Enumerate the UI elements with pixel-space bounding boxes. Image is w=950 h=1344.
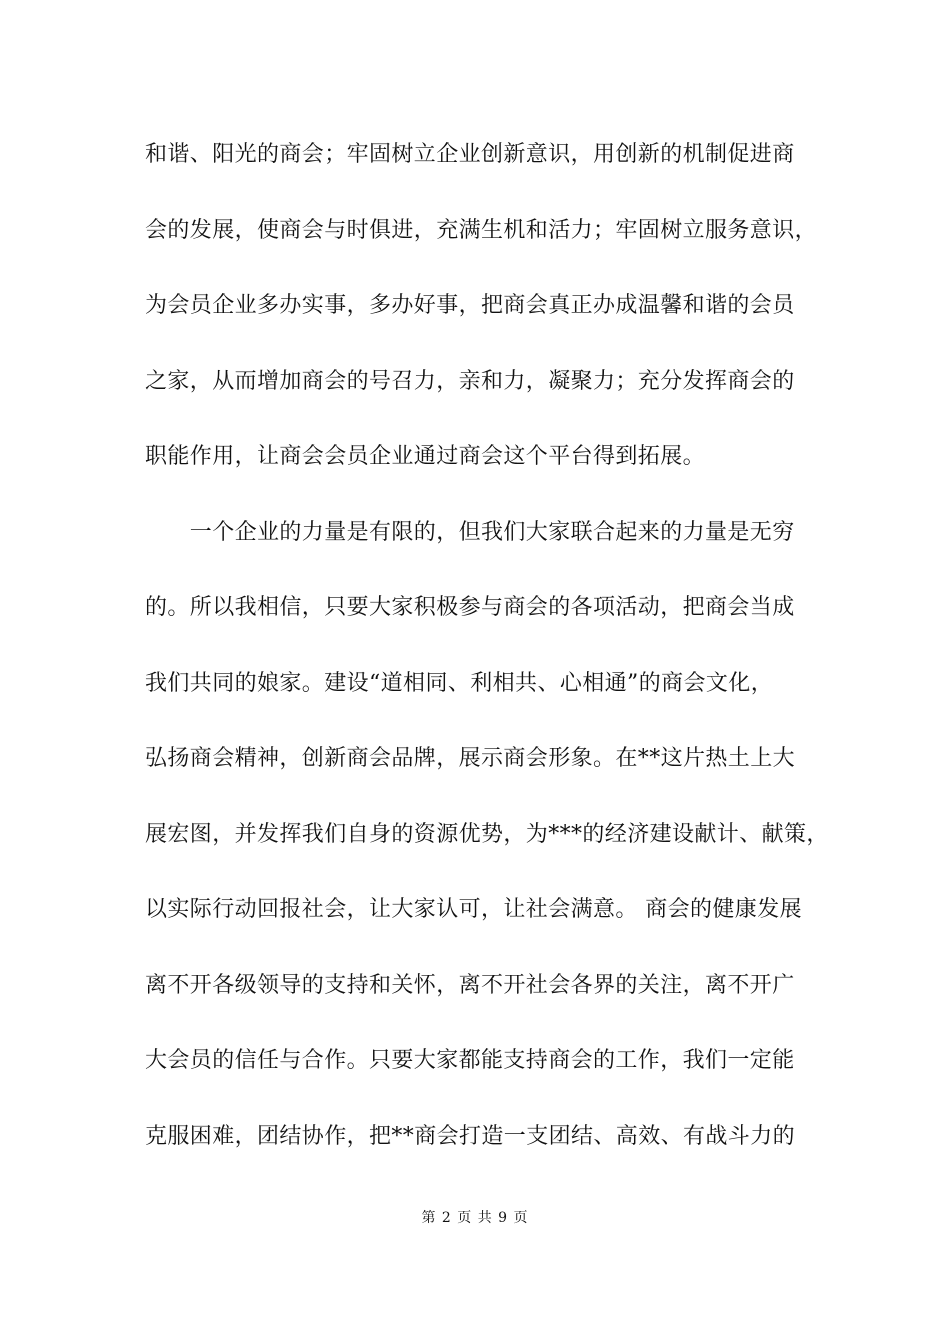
- text-line: 弘扬商会精神，创新商会品牌，展示商会形象。在**这片热土上大: [145, 746, 796, 771]
- text-line: 的。所以我相信，只要大家积极参与商会的各项活动，把商会当成: [145, 595, 795, 620]
- text-line: 克服困难，团结协作，把**商会打造一支团结、高效、有战斗力的: [145, 1123, 796, 1149]
- text-line: 会的发展，使商会与时俱进，充满生机和活力；牢固树立服务意识，: [145, 217, 818, 243]
- text-line: 和谐、阳光的商会；牢固树立企业创新意识，用创新的机制促进商: [145, 142, 795, 167]
- body-text: [145, 131, 835, 1188]
- text-line: 一个企业的力量是有限的，但我们大家联合起来的力量是无穷: [145, 519, 795, 545]
- text-line: 职能作用，让商会会员企业通过商会这个平台得到拓展。: [145, 444, 706, 469]
- page-number-footer: 第 2 页 共 9 页: [421, 1210, 529, 1226]
- text-line: 大会员的信任与合作。只要大家都能支持商会的工作，我们一定能: [145, 1048, 795, 1073]
- text-line: 以实际行动回报社会，让大家认可，让社会满意。 商会的健康发展: [145, 897, 802, 922]
- text-line: 我们共同的娘家。建设“道相同、利相共、心相通”的商会文化，: [145, 670, 774, 696]
- text-line: 离不开各级领导的支持和关怀，离不开社会各界的关注，离不开广: [145, 972, 795, 998]
- text-line: 展宏图，并发挥我们自身的资源优势，为***的经济建设献计、献策，: [145, 821, 829, 847]
- text-line: 为会员企业多办实事，多办好事，把商会真正办成温馨和谐的会员: [145, 293, 795, 318]
- text-line: 之家，从而增加商会的号召力，亲和力，凝聚力；充分发挥商会的: [145, 368, 795, 394]
